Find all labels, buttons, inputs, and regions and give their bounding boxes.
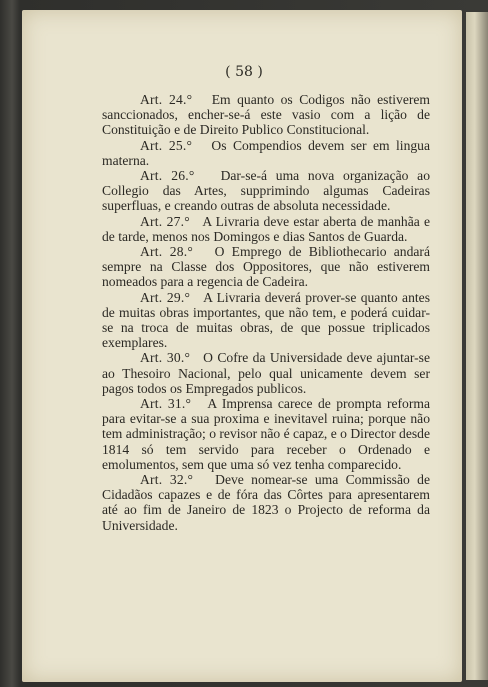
article-31 xyxy=(102,396,430,472)
article-label: Art. 25.° xyxy=(140,137,193,153)
article-label: Art. 31.° xyxy=(140,396,192,412)
article-30 xyxy=(102,350,430,396)
page-number: ( 58 ) xyxy=(225,64,263,80)
article-text: A Livraria deverá prover-se quanto antes de muitas obras importantes, que não tem, e poderá cuidar-se na troca de muitas obras, de que possue triplicados exemplares. xyxy=(102,289,430,351)
article-28 xyxy=(102,244,430,290)
article-24 xyxy=(102,92,430,138)
article-32 xyxy=(102,472,430,533)
article-29 xyxy=(102,290,430,351)
article-text: A Livraria deve estar aberta de manhãa e de tarde, menos nos Domingos e dias Santos de Guarda. xyxy=(102,213,430,244)
article-label: Art. 28.° xyxy=(140,244,193,260)
article-label: Art. 32.° xyxy=(140,472,194,488)
article-text: Os Compendios devem ser em lingua materna. xyxy=(102,137,430,168)
article-text: Dar-se-á uma nova organização ao Collegio das Artes, supprimindo algumas Cadeiras superfluas, e creando outras de absoluta necessidade. xyxy=(102,168,430,214)
article-25 xyxy=(102,138,430,168)
article-list xyxy=(102,92,430,533)
article-26 xyxy=(102,168,430,214)
article-label: Art. 29.° xyxy=(140,289,191,305)
article-text: O Cofre da Universidade deve ajuntar-se ao Thesoiro Nacional, pelo qual unicamente devem ser pagos todos os Empregados publicos. xyxy=(102,350,430,396)
article-label: Art. 30.° xyxy=(140,350,191,366)
adjacent-page-edge xyxy=(466,12,488,680)
article-label: Art. 26.° xyxy=(140,168,195,184)
article-text: Em quanto os Codigos não estiverem sanccionados, encher-se-á este vasio com a lição de Constituição e de Direito Publico Constitucional. xyxy=(102,92,430,138)
article-27 xyxy=(102,214,430,244)
article-text: O Emprego de Bibliothecario andará sempre na Classe dos Oppositores, que não estiverem nomeados para a regencia de Cadeira. xyxy=(102,244,430,290)
article-label: Art. 27.° xyxy=(140,213,190,229)
article-text: Deve nomear-se uma Commissão de Cidadãos capazes e de fóra das Côrtes para apresentarem até ao fim de Janeiro de 1823 o Projecto de reforma da Universidade. xyxy=(102,472,430,533)
article-text: A Imprensa carece de prompta reforma para evitar-se a sua proxima e inevitavel ruina; porque não tem administração; o revisor não é capaz, e o Director desde 1814 só tem servido para receber o Ordenado e emolumentos, sem que uma só vez tenha comparecido. xyxy=(102,396,430,472)
article-label: Art. 24.° xyxy=(140,92,193,107)
